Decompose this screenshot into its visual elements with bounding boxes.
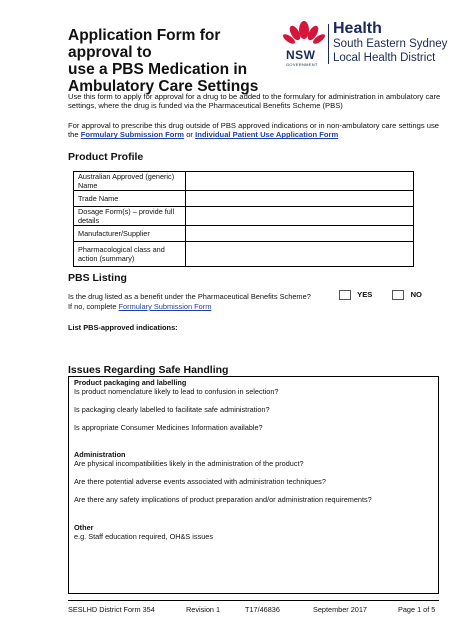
title-line: Application Form for approval to (68, 27, 221, 61)
product-profile-heading: Product Profile (68, 151, 144, 163)
row-label: Australian Approved (generic) Name (74, 172, 186, 191)
intro-paragraph-2 (68, 121, 448, 140)
row-label: Dosage Form(s) – provide full details (74, 207, 186, 226)
logo-health: Health (333, 20, 382, 37)
table-row (74, 191, 414, 207)
footer-form-number: SESLHD District Form 354 (68, 605, 155, 614)
intro-or: or (186, 130, 193, 140)
no-checkbox[interactable] (392, 290, 404, 300)
title-line: Ambulatory Care Settings (68, 78, 259, 95)
if-no-text: If no, complete (68, 302, 117, 311)
logo-district-line1: South Eastern Sydney (333, 38, 448, 50)
row-value-field[interactable] (186, 172, 414, 191)
nsw-health-logo (282, 18, 458, 68)
document-title (68, 27, 278, 95)
pbs-indications-label: List PBS-approved indications: (68, 323, 178, 332)
footer-date: September 2017 (313, 605, 367, 614)
row-label: Manufacturer/Supplier (74, 226, 186, 242)
logo-government: GOVERNMENT (286, 62, 318, 67)
question: Is product nomenclature likely to lead to confusion in selection? (74, 387, 279, 396)
intro-text: For approval to prescribe this drug outside of PBS approved indications or in non-ambulatory care settings use the (68, 121, 440, 140)
question: Are there potential adverse events associated with administration techniques? (74, 477, 326, 486)
logo-district-line2: Local Health District (333, 52, 436, 64)
table-row (74, 172, 414, 191)
footer-divider (68, 600, 439, 601)
question: Are physical incompatibilities likely in the administration of the product? (74, 459, 304, 468)
table-row (74, 207, 414, 226)
row-value-field[interactable] (186, 226, 414, 242)
other-text: e.g. Staff education required, OH&S issues (74, 532, 213, 541)
question: Are there any safety implications of product preparation and/or administration requirements? (74, 495, 372, 504)
administration-heading: Administration (74, 450, 126, 459)
footer-reference: T17/46836 (245, 605, 280, 614)
table-row (74, 242, 414, 267)
yes-label: YES (357, 290, 373, 299)
individual-patient-use-link[interactable]: Individual Patient Use Application Form (195, 130, 339, 140)
row-value-field[interactable] (186, 242, 414, 267)
question: Is packaging clearly labelled to facilitate safe administration? (74, 405, 270, 414)
formulary-submission-link[interactable]: Formulary Submission Form (118, 302, 212, 311)
pbs-listing-heading: PBS Listing (68, 272, 127, 284)
footer-page-number: Page 1 of 5 (398, 605, 436, 614)
other-heading: Other (74, 523, 94, 532)
product-profile-table (73, 171, 414, 267)
pbs-if-no (68, 302, 211, 311)
row-value-field[interactable] (186, 207, 414, 226)
question: Is appropriate Consumer Medicines Information available? (74, 423, 263, 432)
formulary-submission-link[interactable]: Formulary Submission Form (80, 130, 185, 140)
row-label: Pharmacological class and action (summary) (74, 242, 186, 267)
yes-checkbox[interactable] (339, 290, 351, 300)
intro-paragraph-1: Use this form to apply for approval for a drug to be added to the formulary for administration in ambulatory care settings, where the drug is funded via the Pharmaceutical Benefits Scheme (PBS) (68, 92, 441, 111)
no-label: NO (410, 290, 422, 299)
safe-handling-box (68, 376, 439, 594)
logo-nsw: NSW (286, 48, 316, 62)
row-label: Trade Name (74, 191, 186, 207)
pbs-question: Is the drug listed as a benefit under the Pharmaceutical Benefits Scheme? (68, 292, 311, 301)
packaging-heading: Product packaging and labelling (74, 378, 187, 387)
row-value-field[interactable] (186, 191, 414, 207)
logo-divider (328, 24, 329, 64)
footer-revision: Revision 1 (186, 605, 221, 614)
safe-handling-heading: Issues Regarding Safe Handling (68, 364, 229, 376)
pbs-options (339, 290, 422, 300)
table-row (74, 226, 414, 242)
title-line: use a PBS Medication in (68, 61, 248, 78)
